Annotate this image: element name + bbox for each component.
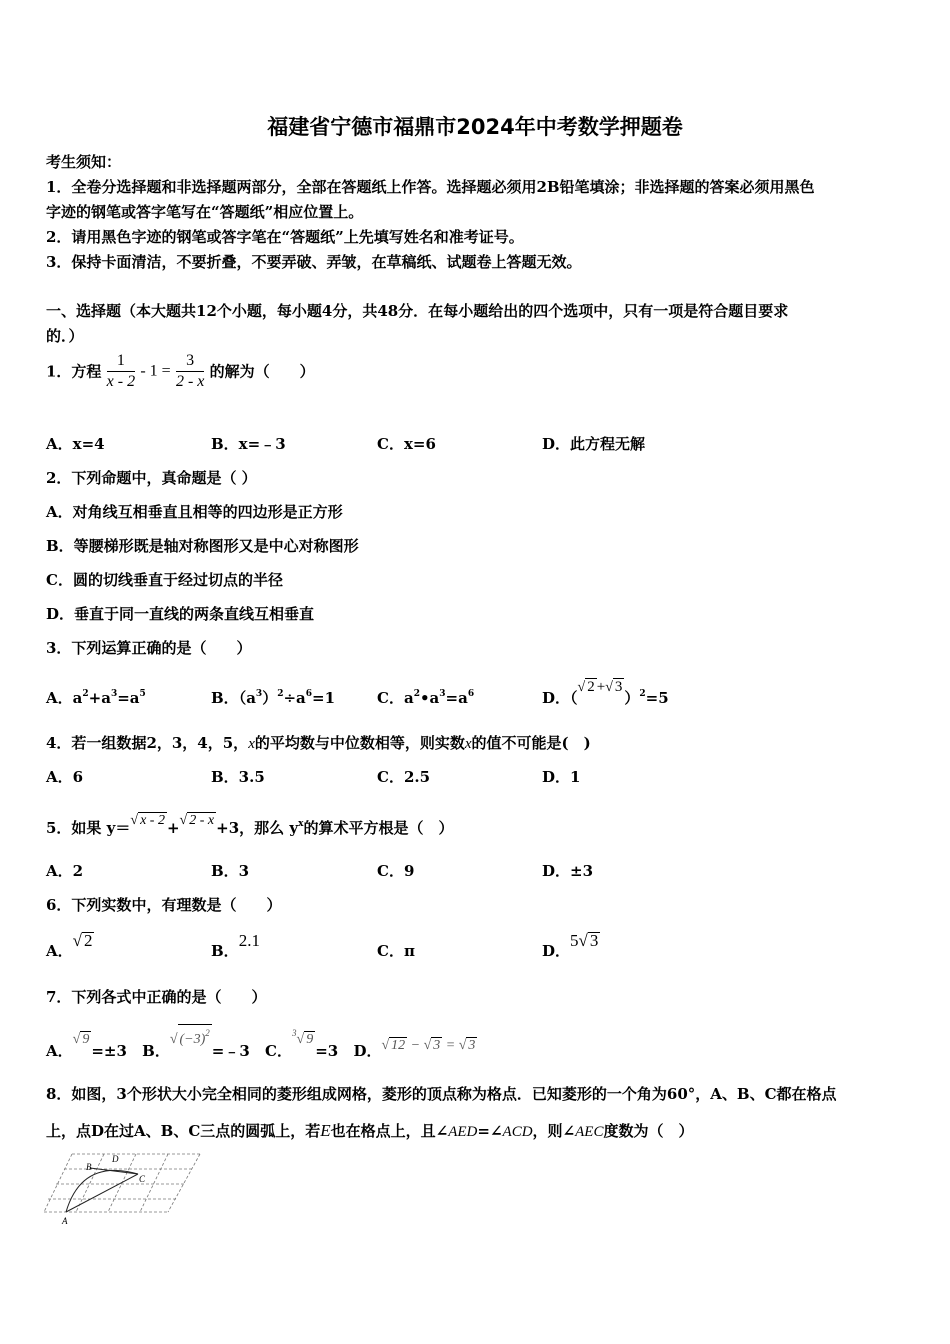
q1-middle: - 1 = [140,362,171,380]
q1-f1-numerator: 1 [107,351,135,372]
q7-d-radical-1: 12 [391,1038,406,1053]
notice-heading: 考生须知： [46,153,122,171]
q3-d-label: D． [542,689,571,707]
q7-c-radical: 9 [306,1032,314,1047]
q5-option-a: A．2 [46,862,84,880]
q5-option-d: D．±3 [542,862,594,880]
q3-a-label: A． [46,689,73,707]
notice-item-1-line-1: 1．全卷分选择题和非选择题两部分，全部在答题纸上作答。选择题必须用2B铅笔填涂；非选择题的答案必须用黑色 [46,178,815,196]
q5-option-b: B．3 [211,862,250,880]
question-7-stem: 7．下列各式中正确的是（ ） [46,988,267,1006]
q6-d-radical: 3 [589,931,599,950]
q6-a-radical: 2 [83,931,93,950]
notice-item-3: 3．保持卡面清洁，不要折叠，不要弄破、弄皱，在草稿纸、试题卷上答题无效。 [46,253,582,271]
q6-option-c: C．π [377,942,415,960]
q6-option-b: B．2.1 [211,931,260,960]
q1-option-c: C．x=6 [377,435,436,453]
q4-option-d: D．1 [542,768,581,786]
q5-radical-1: x - 2 [140,813,165,828]
q1-f2-numerator: 3 [176,351,204,372]
q3-option-d: D．（√ 2 +√ 3）$^2$=5 [542,679,669,707]
page-title: 福建省宁德市福鼎市2024年中考数学押题卷 [267,115,683,139]
question-4-stem: 4．若一组数据2，3，4，5，x的平均数与中位数相等，则实数x的值不可能是( ) [46,734,591,752]
q2-option-b: B．等腰梯形既是轴对称图形又是中心对称图形 [46,537,359,555]
q2-option-a: A．对角线互相垂直且相等的四边形是正方形 [46,503,343,521]
q3-option-c: C．$a^2•a^3=a^6$ [377,689,475,707]
question-5-stem: 5．如果 y＝√ x - 2 +√ 2 - x +3，那么 $y^x$的算术平方根是（ ） [46,813,454,837]
q4-option-b: B．3.5 [211,768,265,786]
q4-option-a: A．6 [46,768,84,786]
section-heading-line-2: 的．） [46,327,84,345]
section-heading-line-1: 一、选择题（本大题共12个小题，每小题4分，共48分．在每小题给出的四个选项中，只有一项是符合题目要求 [46,302,789,320]
question-1-stem [46,351,315,392]
q3-c-label: C． [377,689,404,707]
q7-d-radical-2: 3 [433,1038,441,1053]
q1-option-d: D．此方程无解 [542,435,646,453]
q5-radical-2: 2 - x [189,813,215,828]
q1-f1-denominator: x - 2 [106,373,136,390]
q7-options: A．√ 9=±3 B．√ $(-3)^2=﹣3$ C．$^3$√ 9=3 D．√ 12 − √ 3 = √ 3 [46,1036,477,1063]
q7-b-radical: $(-3)^2$ [178,1024,212,1048]
q6-option-d: D．5√ 3 [542,931,599,960]
q2-option-c: C．圆的切线垂直于经过切点的半径 [46,571,283,589]
rhombus-grid-figure [42,1150,204,1228]
figure-label-b: B [86,1162,92,1172]
q6-b-value: 2.1 [238,931,260,950]
q1-suffix: 的解为（ ） [209,362,315,381]
question-8-line-2: 上，点D在过A、B、C三点的圆弧上，若E也在格点上，且∠AED=∠ACD，则∠AEC度数为（ ） [46,1121,694,1140]
q7-a-radical: 9 [82,1032,90,1047]
figure-label-d: D [112,1154,119,1164]
q2-option-d: D．垂直于同一直线的两条直线互相垂直 [46,605,315,623]
figure-label-a: A [62,1216,68,1226]
question-2-stem: 2．下列命题中，真命题是（ ） [46,469,257,487]
q1-fraction-1 [107,351,135,392]
q3-b-label: B． [211,689,239,707]
figure-label-c: C [139,1174,146,1184]
question-6-stem: 6．下列实数中，有理数是（ ） [46,896,282,914]
q1-option-b: B．x=﹣3 [211,435,286,453]
question-3-stem: 3．下列运算正确的是（ ） [46,639,252,657]
q3-option-a: A．$a^2+a^3=a^5$ [46,689,146,707]
q6-option-a: A．√ 2 [46,931,93,960]
question-8-line-1: 8．如图，3个形状大小完全相同的菱形组成网格，菱形的顶点称为格点．已知菱形的一个角为60°，A、B、C都在格点 [46,1085,837,1103]
q1-f2-denominator: 2 - x [175,373,205,390]
q7-d-radical-3: 3 [468,1038,476,1053]
notice-item-2: 2．请用黑色字迹的钢笔或答字笔在“答题纸”上先填写姓名和准考证号。 [46,228,524,246]
q1-prefix: 1．方程 [46,362,102,381]
q5-option-c: C．9 [377,862,415,880]
q4-option-c: C．2.5 [377,768,431,786]
q1-option-a: A．x=4 [46,435,105,453]
notice-item-1-line-2: 字迹的钢笔或答字笔写在“答题纸”相应位置上。 [46,203,364,221]
q1-fraction-2 [176,351,204,392]
q3-option-b: B．$(a^3)^2\div a^6=1$ [211,689,336,707]
